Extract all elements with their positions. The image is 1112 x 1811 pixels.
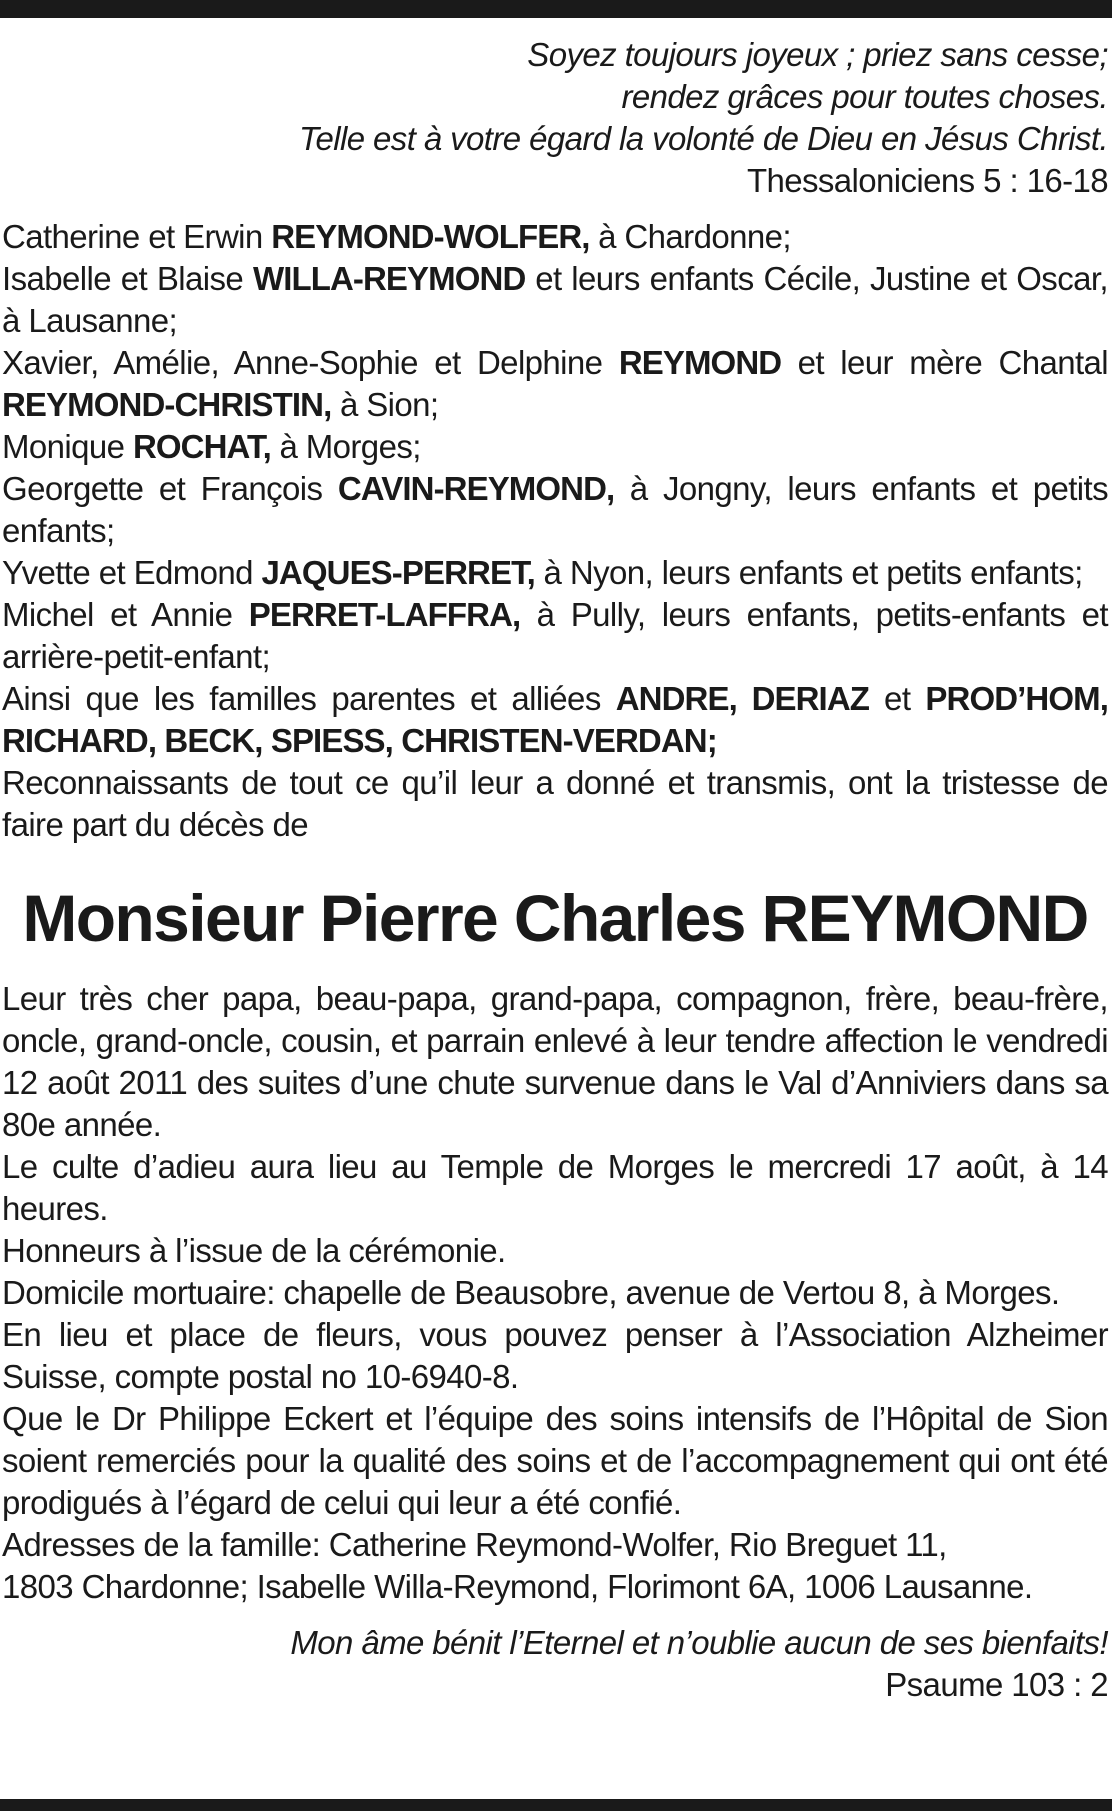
family-addresses: Adresses de la famille: Catherine Reymond-Wolfer, Rio Breguet 11, 1803 Chardonne; Isabelle Willa-Reymond, Florimont 6A, 1006 Lausanne. — [2, 1526, 1033, 1605]
family-entry: Georgette et François CAVIN-REYMOND, à Jongny, leurs enfants et petits enfants; — [2, 470, 1108, 549]
family-name: CAVIN-REYMOND, — [337, 470, 615, 507]
epigraph-line: Soyez toujours joyeux ; priez sans cesse; — [527, 36, 1108, 73]
body-paragraph: Honneurs à l’issue de la cérémonie. — [2, 1232, 506, 1269]
family-name: JAQUES-PERRET, — [261, 554, 535, 591]
epigraph-line: Telle est à votre égard la volonté de Dieu en Jésus Christ. — [298, 120, 1108, 157]
epigraph-reference: Thessaloniciens 5 : 16-18 — [746, 162, 1108, 199]
family-entry: Ainsi que les familles parentes et alliées ANDRE, DERIAZ et PROD’HOM, RICHARD, BECK, SPIESS, CHRISTEN-VERDAN; — [2, 680, 1108, 759]
family-name: ANDRE, DERIAZ — [615, 680, 870, 717]
notice-body — [2, 978, 1108, 1608]
family-entry: Yvette et Edmond JAQUES-PERRET, à Nyon, leurs enfants et petits enfants; — [2, 554, 1083, 591]
announcement-statement: Reconnaissants de tout ce qu’il leur a donné et transmis, ont la tristesse de faire part du décès de — [2, 764, 1108, 843]
family-entry: Monique ROCHAT, à Morges; — [2, 428, 421, 465]
family-entry: Catherine et Erwin REYMOND-WOLFER, à Chardonne; — [2, 218, 791, 255]
family-name: WILLA-REYMOND — [252, 260, 526, 297]
body-paragraph: Que le Dr Philippe Eckert et l’équipe des soins intensifs de l’Hôpital de Sion soient remerciés pour la qualité des soins et de l’accompagnement qui ont été prodigués à l’égard de celui qui leur a été confié. — [2, 1400, 1108, 1521]
epigraph — [2, 34, 1108, 202]
family-name: ROCHAT, — [132, 428, 271, 465]
bottom-border-rule — [0, 1799, 1112, 1811]
family-name: REYMOND-CHRISTIN, — [2, 386, 332, 423]
family-entry: Isabelle et Blaise WILLA-REYMOND et leurs enfants Cécile, Justine et Oscar, à Lausanne; — [2, 260, 1108, 339]
epigraph-line: rendez grâces pour toutes choses. — [621, 78, 1108, 115]
family-entry: Michel et Annie PERRET-LAFFRA, à Pully, leurs enfants, petits-enfants et arrière-petit-enfant; — [2, 596, 1108, 675]
obituary-notice — [2, 34, 1108, 1706]
family-name: REYMOND-WOLFER, — [271, 218, 590, 255]
family-name: REYMOND — [618, 344, 782, 381]
closing-verse-reference: Psaume 103 : 2 — [885, 1666, 1108, 1703]
top-border-rule — [0, 0, 1112, 18]
body-paragraph: Leur très cher papa, beau-papa, grand-papa, compagnon, frère, beau-frère, oncle, grand-oncle, cousin, et parrain enlevé à leur tendre affection le vendredi 12 août 2011 des suites d’une chute survenue dans le Val d’Anniviers dans sa 80e année. — [2, 980, 1108, 1143]
family-list — [2, 216, 1108, 846]
body-paragraph: En lieu et place de fleurs, vous pouvez penser à l’Association Alzheimer Suisse, compte postal no 10-6940-8. — [2, 1316, 1108, 1395]
body-paragraph: Le culte d’adieu aura lieu au Temple de Morges le mercredi 17 août, à 14 heures. — [2, 1148, 1108, 1227]
family-entry: Xavier, Amélie, Anne-Sophie et Delphine REYMOND et leur mère Chantal REYMOND-CHRISTIN, à Sion; — [2, 344, 1109, 423]
closing-verse-text: Mon âme bénit l’Eternel et n’oublie aucun de ses bienfaits! — [290, 1624, 1108, 1661]
body-paragraph: Domicile mortuaire: chapelle de Beausobre, avenue de Vertou 8, à Morges. — [2, 1274, 1060, 1311]
family-name: PERRET-LAFFRA, — [248, 596, 521, 633]
closing-verse — [2, 1622, 1108, 1706]
family-name: PROD’HOM, RICHARD, BECK, SPIESS, CHRISTEN-VERDAN; — [2, 680, 1108, 759]
deceased-name: Monsieur Pierre Charles REYMOND — [22, 881, 1088, 955]
